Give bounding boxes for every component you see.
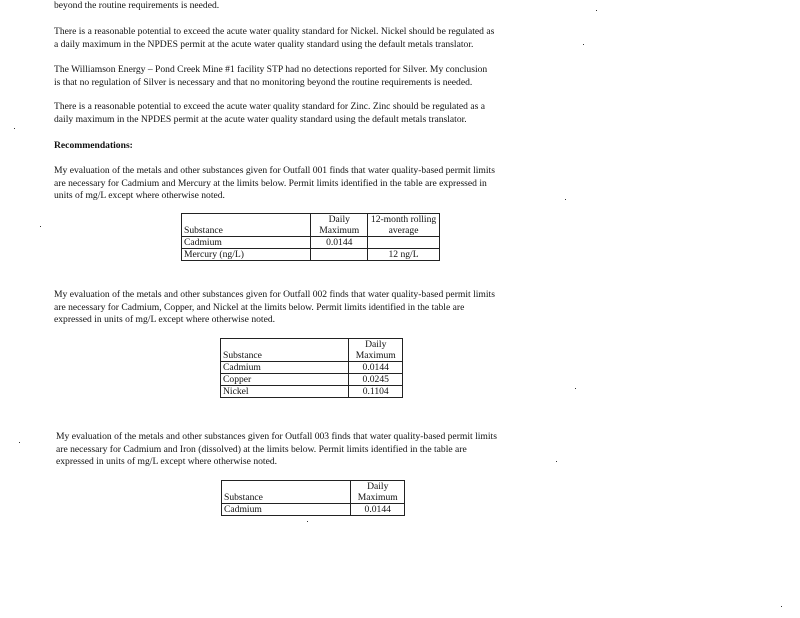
- text-line: My evaluation of the metals and other substances given for Outfall 001 finds that water quality-based permit limits: [54, 165, 495, 176]
- scan-speck: [19, 442, 20, 443]
- recommendations-heading: [54, 140, 574, 153]
- text-line: There is a reasonable potential to exceed the acute water quality standard for Zinc. Zinc should be regulated as a: [54, 101, 486, 112]
- table-cell: [221, 386, 349, 398]
- header-cell: [311, 214, 368, 237]
- table-row: [221, 362, 403, 374]
- paragraph-outfall-003: [56, 431, 576, 469]
- header-substance: Substance: [184, 225, 223, 236]
- header-cell: [351, 481, 405, 504]
- table-cell: [182, 249, 311, 261]
- header-cell: [368, 214, 440, 237]
- scan-speck: [556, 461, 557, 462]
- table-row: [221, 386, 403, 398]
- scan-speck: [781, 606, 782, 607]
- scan-speck: [40, 226, 41, 227]
- paragraph-outfall-002: [54, 289, 574, 327]
- text-line: are necessary for Cadmium and Iron (dissolved) at the limits below. Permit limits identified in the table are: [56, 443, 467, 455]
- cell-text: Cadmium: [224, 504, 262, 515]
- text-line: are necessary for Cadmium, Copper, and Nickel at the limits below. Permit limits identified in the table are: [54, 301, 465, 313]
- table-header-row: [222, 481, 405, 504]
- outfall-002-limits-table: [220, 338, 403, 398]
- text-line: expressed in units of mg/L except where otherwise noted.: [54, 314, 276, 325]
- paragraph-outfall-001: [54, 165, 574, 203]
- table-cell: [368, 237, 440, 249]
- scan-speck: [307, 521, 308, 522]
- header-substance: Substance: [223, 350, 262, 361]
- table-cell: [349, 362, 403, 374]
- header-cell: [221, 339, 349, 362]
- table-row: [182, 249, 440, 261]
- text-line: units of mg/L except where otherwise noted.: [54, 190, 225, 201]
- table-header-row: [221, 339, 403, 362]
- header-cell: [349, 339, 403, 362]
- table-cell: [182, 237, 311, 249]
- text-line: a daily maximum in the NPDES permit at the acute water quality standard using the default metals translator.: [54, 38, 474, 50]
- header-cell: [182, 214, 311, 237]
- header-substance: Substance: [224, 492, 263, 503]
- table-row: [182, 237, 440, 249]
- scan-speck: [583, 44, 584, 45]
- paragraph-silver: [54, 64, 574, 89]
- header-daily-maximum: Daily Maximum: [355, 339, 396, 361]
- text-line: The Williamson Energy – Pond Creek Mine #1 facility STP had no detections reported for Silver. My conclusion: [54, 64, 488, 75]
- header-cell: [222, 481, 351, 504]
- table-cell: [349, 386, 403, 398]
- text-line: My evaluation of the metals and other substances given for Outfall 003 finds that water quality-based permit limits: [56, 431, 497, 442]
- cell-text: 12 ng/L: [388, 249, 419, 260]
- cell-text: Nickel: [223, 386, 249, 397]
- header-rolling-average: 12-month rolling average: [370, 214, 437, 236]
- outfall-001-limits-table: [181, 213, 440, 261]
- table-cell: [349, 374, 403, 386]
- table-row: [222, 504, 405, 516]
- text-line: expressed in units of mg/L except where otherwise noted.: [56, 456, 278, 467]
- table-cell: [221, 374, 349, 386]
- cell-text: 0.0245: [362, 374, 389, 385]
- table-cell: [368, 249, 440, 261]
- table-header-row: [182, 214, 440, 237]
- cell-text: Cadmium: [223, 362, 261, 373]
- text-line: My evaluation of the metals and other substances given for Outfall 002 finds that water quality-based permit limits: [54, 289, 495, 300]
- table-cell: [311, 237, 368, 249]
- cell-text: 0.0144: [362, 362, 389, 373]
- cell-text: 0.0144: [326, 237, 353, 248]
- table-cell: [222, 504, 351, 516]
- text-line: are necessary for Cadmium and Mercury at the limits below. Permit limits identified in the table are expressed in: [54, 177, 487, 189]
- paragraph-nickel: [54, 26, 574, 51]
- table-cell: [351, 504, 405, 516]
- paragraph-routine-requirements: [54, 0, 574, 13]
- cell-text: Copper: [223, 374, 252, 385]
- table-cell: [221, 362, 349, 374]
- outfall-003-limits-table: [221, 480, 405, 516]
- cell-text: Cadmium: [184, 237, 222, 248]
- text-line: is that no regulation of Silver is necessary and that no monitoring beyond the routine requirements is needed.: [54, 76, 473, 88]
- table-row: [221, 374, 403, 386]
- scan-speck: [575, 388, 576, 389]
- header-daily-maximum: Daily Maximum: [319, 214, 360, 236]
- header-daily-maximum: Daily Maximum: [357, 481, 398, 503]
- text-line: daily maximum in the NPDES permit at the acute water quality standard using the default metals translator.: [54, 113, 467, 125]
- heading-text: Recommendations:: [54, 140, 133, 151]
- text-line: There is a reasonable potential to exceed the acute water quality standard for Nickel. Nickel should be regulated as: [54, 26, 495, 37]
- cell-text: Mercury (ng/L): [184, 249, 244, 260]
- scan-speck: [596, 10, 597, 11]
- paragraph-zinc: [54, 101, 574, 126]
- scan-speck: [565, 199, 566, 200]
- text-line: beyond the routine requirements is needed.: [54, 0, 220, 11]
- scan-speck: [14, 128, 15, 129]
- table-cell: [311, 249, 368, 261]
- cell-text: 0.1104: [362, 386, 389, 397]
- cell-text: 0.0144: [364, 504, 391, 515]
